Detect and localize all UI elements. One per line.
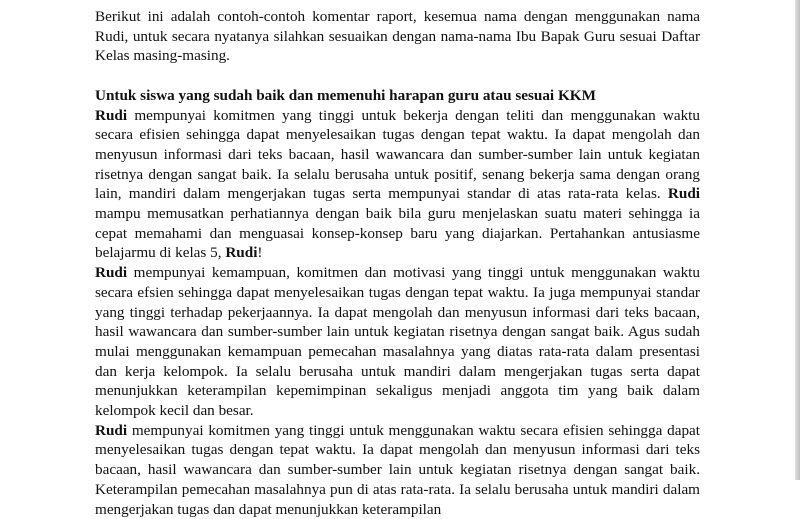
- comment-paragraph-2: [95, 263, 700, 421]
- intro-paragraph: Berikut ini adalah contoh-contoh komentar raport, kesemua nama dengan menggunakan nama Rudi, untuk secara nyatanya silahkan sesuaikan dengan nama-nama Ibu Bapak Guru sesuai Daftar Kelas masing-masing.: [95, 8, 700, 65]
- comment-3-text: mempunyai komitmen yang tinggi untuk menggunakan waktu secara efisien sehingga dapat menyelesaikan tugas dengan tepat waktu. Ia dapat mengolah dan menyusun informasi dari teks bacaan, hasil wawancara dan sumber-sumber lain untuk kegiatan risetnya dengan sangat baik. Keterampilan pemecahan masalahnya pun di atas rata-rata. Ia selalu berusaha untuk mandiri dalam mengerjakan tugas dan dapat menunjukkan keterampilan: [95, 421, 700, 518]
- comment-1-end: !: [257, 244, 263, 262]
- student-name: Rudi: [667, 185, 700, 203]
- student-name: Rudi: [225, 244, 258, 262]
- student-name: Rudi: [95, 264, 128, 282]
- comment-paragraph-3: [95, 421, 700, 519]
- comment-2-text: mempunyai kemampuan, komitmen dan motivasi yang tinggi untuk menggunakan waktu secara efsien sehingga dapat menyelesaikan tugas dengan tepat waktu. Ia juga mempunyai standar yang tinggi terhadap pekerjaannya. Ia dapat mengolah dan menyusun informasi dari teks bacaan, hasil wawancara dan sumber-sumber lain untuk kegiatan risetnya dengan sangat baik. Agus sudah mulai menggunakan kemampuan pemecahan masalahnya yang diatas rata-rata dalam presentasi dan kerja kelompok. Ia selalu berusaha untuk mandiri dalam mengerjakan tugas serta dapat menunjukkan keterampilan kepemimpinan sekaligus menjadi anggota tim yang baik dalam kelompok kecil dan besar.: [95, 264, 700, 420]
- comment-1-text-b: mampu memusatkan perhatiannya dengan baik bila guru menjelaskan suatu materi sehingga ia cepat memahami dan menguasai konsep-konsep baru yang diajarkan. Pertahankan antusiasme belajarmu di kelas 5,: [95, 205, 700, 262]
- student-name: Rudi: [95, 421, 128, 439]
- student-name: Rudi: [95, 106, 128, 124]
- document-body: [95, 7, 700, 519]
- scrollbar-edge[interactable]: [795, 0, 800, 480]
- comment-1-text-a: mempunyai komitmen yang tinggi untuk bekerja dengan teliti dan menggunakan waktu secara efisien sehingga dapat menyelesaikan tugas dengan tepat waktu. Ia dapat mengolah dan menyusun informasi dari teks bacaan, hasil wawancara dan sumber-sumber lain untuk kegiatan risetnya dengan sangat baik. Ia selalu berusaha untuk positif, senang bekerja sama dengan orang lain, mandiri dalam mengerjakan tugas serta mempunyai standar di atas rata-rata kelas.: [95, 106, 700, 203]
- comment-paragraph-1: [95, 106, 700, 264]
- section-heading: Untuk siswa yang sudah baik dan memenuhi harapan guru atau sesuai KKM: [95, 86, 596, 104]
